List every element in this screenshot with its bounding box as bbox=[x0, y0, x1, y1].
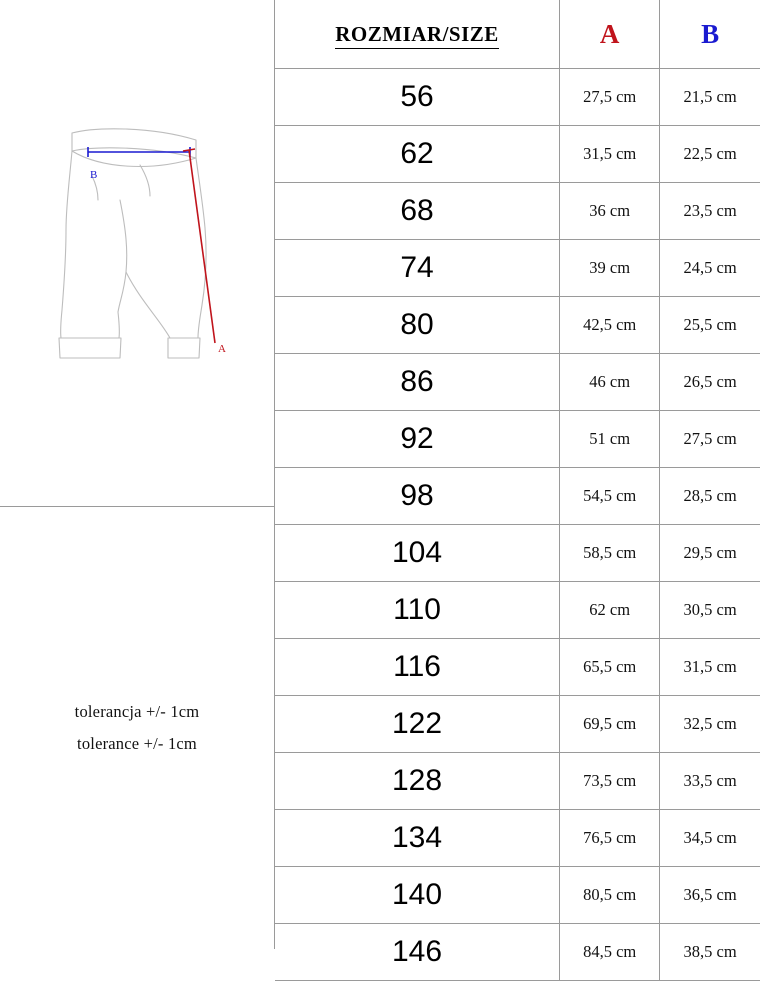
sweatpants-diagram-icon bbox=[0, 0, 275, 506]
table-row bbox=[275, 126, 760, 183]
table-row bbox=[275, 411, 760, 468]
cell-size: 110 bbox=[275, 582, 560, 639]
cell-measurement-a: 58,5 cm bbox=[560, 525, 660, 582]
cell-size: 56 bbox=[275, 69, 560, 126]
table-row bbox=[275, 297, 760, 354]
cell-size: 134 bbox=[275, 810, 560, 867]
cell-measurement-a: 39 cm bbox=[560, 240, 660, 297]
table-row bbox=[275, 639, 760, 696]
cell-size: 122 bbox=[275, 696, 560, 753]
cell-measurement-b: 31,5 cm bbox=[660, 639, 760, 696]
cell-size: 116 bbox=[275, 639, 560, 696]
cell-size: 104 bbox=[275, 525, 560, 582]
cell-measurement-a: 80,5 cm bbox=[560, 867, 660, 924]
cell-measurement-b: 32,5 cm bbox=[660, 696, 760, 753]
cell-measurement-a: 54,5 cm bbox=[560, 468, 660, 525]
measurement-label-b: B bbox=[90, 169, 98, 181]
cell-measurement-b: 29,5 cm bbox=[660, 525, 760, 582]
header-a: A bbox=[560, 0, 660, 69]
table-row bbox=[275, 183, 760, 240]
cell-size: 62 bbox=[275, 126, 560, 183]
table-row bbox=[275, 753, 760, 810]
table-row bbox=[275, 810, 760, 867]
cell-measurement-a: 46 cm bbox=[560, 354, 660, 411]
cell-size: 74 bbox=[275, 240, 560, 297]
cell-measurement-b: 25,5 cm bbox=[660, 297, 760, 354]
table-row bbox=[275, 696, 760, 753]
cell-measurement-b: 34,5 cm bbox=[660, 810, 760, 867]
cell-measurement-b: 22,5 cm bbox=[660, 126, 760, 183]
cell-size: 80 bbox=[275, 297, 560, 354]
cell-size: 146 bbox=[275, 924, 560, 981]
cell-measurement-b: 33,5 cm bbox=[660, 753, 760, 810]
cell-measurement-a: 62 cm bbox=[560, 582, 660, 639]
tolerance-text-pl: tolerancja +/- 1cm bbox=[74, 701, 200, 721]
cell-size: 92 bbox=[275, 411, 560, 468]
cell-size: 128 bbox=[275, 753, 560, 810]
table-row bbox=[275, 924, 760, 981]
cell-measurement-a: 42,5 cm bbox=[560, 297, 660, 354]
tolerance-text-en: tolerance +/- 1cm bbox=[77, 734, 197, 753]
table-row bbox=[275, 240, 760, 297]
cell-measurement-b: 23,5 cm bbox=[660, 183, 760, 240]
cell-size: 140 bbox=[275, 867, 560, 924]
table-header-row bbox=[275, 0, 760, 69]
cell-measurement-b: 21,5 cm bbox=[660, 69, 760, 126]
cell-measurement-b: 36,5 cm bbox=[660, 867, 760, 924]
cell-size: 68 bbox=[275, 183, 560, 240]
cell-measurement-b: 27,5 cm bbox=[660, 411, 760, 468]
cell-measurement-a: 73,5 cm bbox=[560, 753, 660, 810]
cell-measurement-a: 69,5 cm bbox=[560, 696, 660, 753]
cell-measurement-a: 65,5 cm bbox=[560, 639, 660, 696]
cell-measurement-a: 76,5 cm bbox=[560, 810, 660, 867]
cell-measurement-b: 26,5 cm bbox=[660, 354, 760, 411]
measurement-label-a: A bbox=[218, 343, 226, 355]
cell-measurement-a: 31,5 cm bbox=[560, 126, 660, 183]
cell-measurement-b: 28,5 cm bbox=[660, 468, 760, 525]
table-row bbox=[275, 468, 760, 525]
table-row bbox=[275, 582, 760, 639]
cell-measurement-a: 27,5 cm bbox=[560, 69, 660, 126]
size-table bbox=[275, 0, 760, 981]
cell-measurement-a: 51 cm bbox=[560, 411, 660, 468]
table-row bbox=[275, 867, 760, 924]
garment-illustration bbox=[0, 0, 274, 507]
table-row bbox=[275, 525, 760, 582]
cell-measurement-b: 38,5 cm bbox=[660, 924, 760, 981]
table-body bbox=[275, 69, 760, 981]
table-row bbox=[275, 354, 760, 411]
header-size-label: ROZMIAR/SIZE bbox=[335, 22, 499, 49]
cell-measurement-b: 30,5 cm bbox=[660, 582, 760, 639]
header-size bbox=[275, 0, 560, 69]
cell-size: 98 bbox=[275, 468, 560, 525]
right-panel bbox=[275, 0, 760, 968]
left-panel bbox=[0, 0, 275, 949]
tolerance-note bbox=[0, 507, 274, 949]
cell-size: 86 bbox=[275, 354, 560, 411]
cell-measurement-a: 36 cm bbox=[560, 183, 660, 240]
cell-measurement-b: 24,5 cm bbox=[660, 240, 760, 297]
header-b: B bbox=[660, 0, 760, 69]
table-row bbox=[275, 69, 760, 126]
cell-measurement-a: 84,5 cm bbox=[560, 924, 660, 981]
